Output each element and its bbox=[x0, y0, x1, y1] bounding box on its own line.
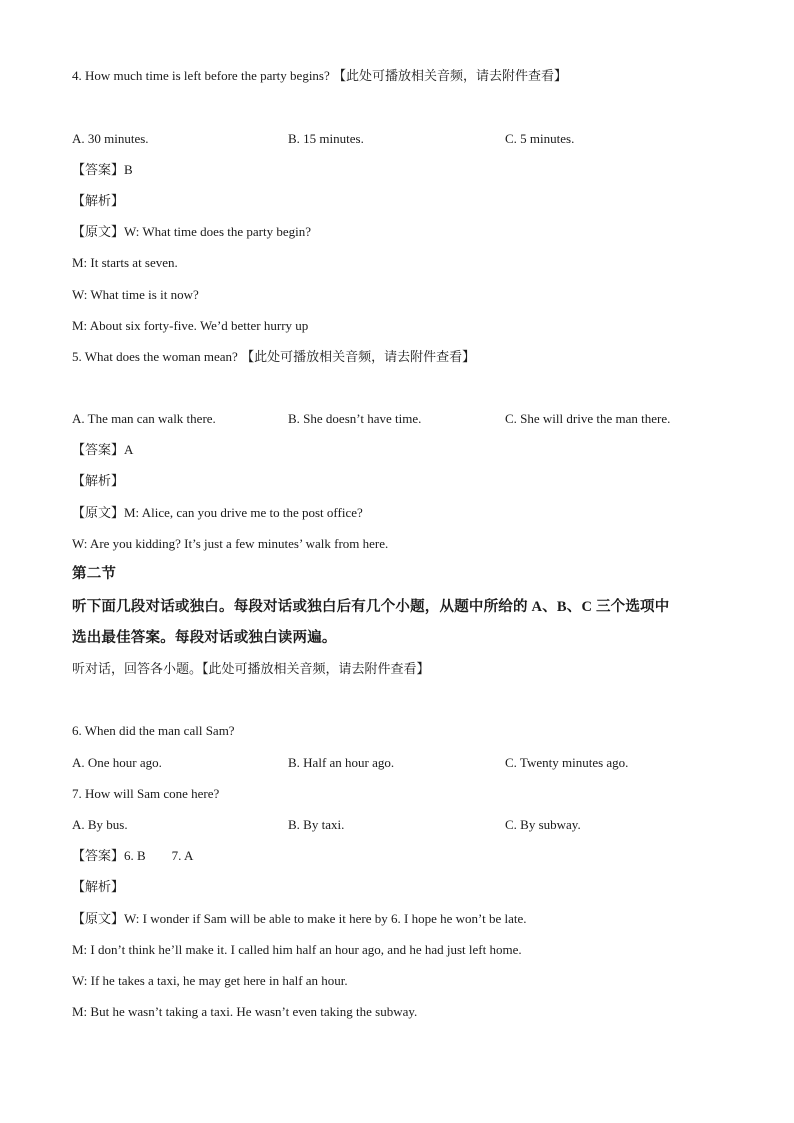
transcript-line: 【原文】M: Alice, can you drive me to the post office? bbox=[72, 505, 363, 520]
transcript-line: W: Are you kidding? It’s just a few minutes’ walk from here. bbox=[72, 536, 389, 551]
transcript-line: 【原文】W: What time does the party begin? bbox=[72, 224, 311, 239]
section-title: 第二节 bbox=[72, 566, 117, 582]
option-c: C. Twenty minutes ago. bbox=[505, 755, 629, 770]
section-instruction: 选出最佳答案。每段对话或独白读两遍。 bbox=[72, 630, 337, 646]
question-6: 6. When did the man call Sam? bbox=[72, 723, 235, 738]
question-6-options bbox=[72, 755, 732, 771]
option-a: A. By bus. bbox=[72, 817, 128, 832]
option-c: C. She will drive the man there. bbox=[505, 411, 671, 426]
question-7-options bbox=[72, 817, 732, 833]
question-4-options bbox=[72, 131, 732, 147]
option-c: C. 5 minutes. bbox=[505, 131, 575, 146]
option-b: B. By taxi. bbox=[288, 817, 345, 832]
answer-4: 【答案】B bbox=[72, 162, 133, 177]
option-b: B. Half an hour ago. bbox=[288, 755, 395, 770]
transcript-line: M: It starts at seven. bbox=[72, 255, 178, 270]
transcript-line: M: I don’t think he’ll make it. I called him half an hour ago, and he had just left home. bbox=[72, 942, 522, 957]
option-a: A. 30 minutes. bbox=[72, 131, 149, 146]
option-b: B. She doesn’t have time. bbox=[288, 411, 422, 426]
question-5: 5. What does the woman mean? 【此处可播放相关音频，请去附件查看】 bbox=[72, 349, 476, 364]
transcript-line: M: About six forty-five. We’d better hurry up bbox=[72, 318, 309, 333]
transcript-line: M: But he wasn’t taking a taxi. He wasn’t even taking the subway. bbox=[72, 1004, 418, 1019]
transcript-line: W: If he takes a taxi, he may get here in half an hour. bbox=[72, 973, 348, 988]
answer-5: 【答案】A bbox=[72, 442, 134, 457]
transcript-line: W: What time is it now? bbox=[72, 287, 199, 302]
answer-6-7 bbox=[72, 848, 193, 864]
question-7: 7. How will Sam cone here? bbox=[72, 786, 220, 801]
question-4: 4. How much time is left before the party begins? 【此处可播放相关音频，请去附件查看】 bbox=[72, 68, 568, 83]
answer-6: 【答案】6. B bbox=[72, 848, 146, 863]
question-5-options bbox=[72, 411, 732, 427]
option-a: A. One hour ago. bbox=[72, 755, 162, 770]
analysis-6-7: 【解析】 bbox=[72, 879, 125, 894]
section-instruction: 听下面几段对话或独白。每段对话或独白后有几个小题，从题中所给的 A、B、C 三个选项中 bbox=[72, 599, 670, 615]
option-c: C. By subway. bbox=[505, 817, 581, 832]
option-a: A. The man can walk there. bbox=[72, 411, 216, 426]
transcript-line: 【原文】W: I wonder if Sam will be able to make it here by 6. I hope he won’t be late. bbox=[72, 911, 527, 926]
analysis-4: 【解析】 bbox=[72, 193, 125, 208]
listening-prompt: 听对话，回答各小题。【此处可播放相关音频，请去附件查看】 bbox=[72, 661, 430, 676]
answer-7: 7. A bbox=[171, 848, 194, 863]
option-b: B. 15 minutes. bbox=[288, 131, 364, 146]
analysis-5: 【解析】 bbox=[72, 473, 125, 488]
